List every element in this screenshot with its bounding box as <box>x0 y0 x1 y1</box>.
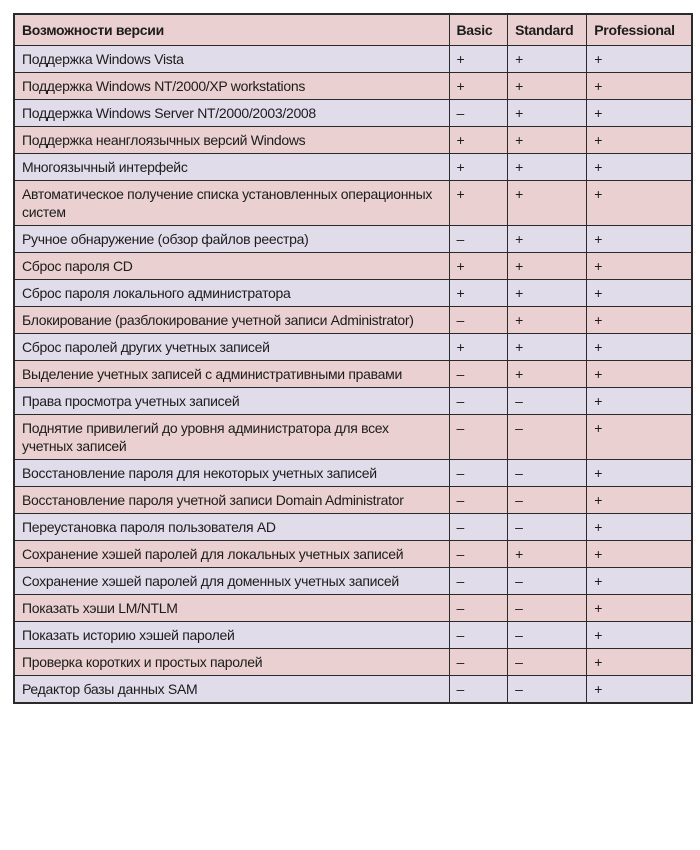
table-row <box>14 181 692 226</box>
basic-cell: – <box>449 361 508 388</box>
feature-cell: Сброс пароля локального администратора <box>14 280 449 307</box>
professional-cell: + <box>587 388 692 415</box>
basic-cell: – <box>449 649 508 676</box>
professional-cell: + <box>587 154 692 181</box>
professional-cell: + <box>587 676 692 704</box>
standard-cell: – <box>508 568 587 595</box>
table-row <box>14 649 692 676</box>
professional-cell: + <box>587 622 692 649</box>
standard-cell: – <box>508 649 587 676</box>
basic-cell: + <box>449 46 508 73</box>
header-basic: Basic <box>449 14 508 46</box>
feature-cell: Редактор базы данных SAM <box>14 676 449 704</box>
standard-cell: + <box>508 181 587 226</box>
professional-cell: + <box>587 487 692 514</box>
feature-cell: Восстановление пароля для некоторых учетных записей <box>14 460 449 487</box>
basic-cell: + <box>449 280 508 307</box>
standard-cell: – <box>508 460 587 487</box>
standard-cell: – <box>508 676 587 704</box>
basic-cell: – <box>449 460 508 487</box>
professional-cell: + <box>587 253 692 280</box>
standard-cell: – <box>508 388 587 415</box>
feature-cell: Блокирование (разблокирование учетной записи Administrator) <box>14 307 449 334</box>
basic-cell: – <box>449 541 508 568</box>
header-standard: Standard <box>508 14 587 46</box>
header-row <box>14 14 692 46</box>
professional-cell: + <box>587 460 692 487</box>
feature-cell: Сохранение хэшей паролей для локальных учетных записей <box>14 541 449 568</box>
table-row <box>14 307 692 334</box>
basic-cell: – <box>449 388 508 415</box>
standard-cell: – <box>508 622 587 649</box>
feature-cell: Выделение учетных записей с административными правами <box>14 361 449 388</box>
professional-cell: + <box>587 541 692 568</box>
standard-cell: – <box>508 514 587 541</box>
feature-cell: Сброс пароля CD <box>14 253 449 280</box>
professional-cell: + <box>587 568 692 595</box>
table-row <box>14 280 692 307</box>
standard-cell: – <box>508 487 587 514</box>
standard-cell: + <box>508 334 587 361</box>
feature-cell: Восстановление пароля учетной записи Domain Administrator <box>14 487 449 514</box>
basic-cell: – <box>449 622 508 649</box>
standard-cell: + <box>508 46 587 73</box>
feature-cell: Многоязычный интерфейс <box>14 154 449 181</box>
professional-cell: + <box>587 226 692 253</box>
professional-cell: + <box>587 307 692 334</box>
standard-cell: + <box>508 361 587 388</box>
feature-cell: Проверка коротких и простых паролей <box>14 649 449 676</box>
table-row <box>14 460 692 487</box>
standard-cell: + <box>508 541 587 568</box>
table-row <box>14 361 692 388</box>
basic-cell: – <box>449 100 508 127</box>
professional-cell: + <box>587 127 692 154</box>
feature-cell: Показать историю хэшей паролей <box>14 622 449 649</box>
standard-cell: + <box>508 73 587 100</box>
feature-cell: Права просмотра учетных записей <box>14 388 449 415</box>
feature-cell: Сброс паролей других учетных записей <box>14 334 449 361</box>
feature-cell: Поддержка Windows Vista <box>14 46 449 73</box>
table-row <box>14 46 692 73</box>
basic-cell: – <box>449 307 508 334</box>
basic-cell: + <box>449 334 508 361</box>
professional-cell: + <box>587 595 692 622</box>
table-row <box>14 568 692 595</box>
table-row <box>14 676 692 704</box>
feature-cell: Сохранение хэшей паролей для доменных учетных записей <box>14 568 449 595</box>
feature-cell: Поддержка Windows NT/2000/XP workstations <box>14 73 449 100</box>
professional-cell: + <box>587 181 692 226</box>
basic-cell: + <box>449 154 508 181</box>
feature-cell: Поднятие привилегий до уровня администратора для всех учетных записей <box>14 415 449 460</box>
standard-cell: – <box>508 595 587 622</box>
basic-cell: – <box>449 514 508 541</box>
table-body <box>14 46 692 704</box>
basic-cell: + <box>449 253 508 280</box>
professional-cell: + <box>587 73 692 100</box>
table-row <box>14 334 692 361</box>
feature-cell: Поддержка неанглоязычных версий Windows <box>14 127 449 154</box>
standard-cell: + <box>508 100 587 127</box>
feature-cell: Автоматическое получение списка установленных операционных систем <box>14 181 449 226</box>
header-professional: Professional <box>587 14 692 46</box>
professional-cell: + <box>587 415 692 460</box>
table-row <box>14 226 692 253</box>
professional-cell: + <box>587 514 692 541</box>
feature-comparison-table <box>13 13 693 704</box>
professional-cell: + <box>587 649 692 676</box>
table-row <box>14 73 692 100</box>
table-row <box>14 100 692 127</box>
table-row <box>14 154 692 181</box>
standard-cell: + <box>508 307 587 334</box>
basic-cell: – <box>449 676 508 704</box>
standard-cell: + <box>508 226 587 253</box>
professional-cell: + <box>587 334 692 361</box>
standard-cell: + <box>508 253 587 280</box>
standard-cell: + <box>508 280 587 307</box>
feature-cell: Переустановка пароля пользователя AD <box>14 514 449 541</box>
basic-cell: – <box>449 226 508 253</box>
header-features: Возможности версии <box>14 14 449 46</box>
table-row <box>14 253 692 280</box>
basic-cell: – <box>449 415 508 460</box>
basic-cell: – <box>449 595 508 622</box>
table-row <box>14 127 692 154</box>
standard-cell: – <box>508 415 587 460</box>
table-row <box>14 622 692 649</box>
standard-cell: + <box>508 127 587 154</box>
professional-cell: + <box>587 46 692 73</box>
feature-cell: Показать хэши LM/NTLM <box>14 595 449 622</box>
basic-cell: – <box>449 487 508 514</box>
feature-cell: Ручное обнаружение (обзор файлов реестра) <box>14 226 449 253</box>
feature-cell: Поддержка Windows Server NT/2000/2003/2008 <box>14 100 449 127</box>
basic-cell: + <box>449 181 508 226</box>
professional-cell: + <box>587 100 692 127</box>
professional-cell: + <box>587 280 692 307</box>
table-row <box>14 487 692 514</box>
table-row <box>14 415 692 460</box>
basic-cell: + <box>449 73 508 100</box>
table-row <box>14 595 692 622</box>
professional-cell: + <box>587 361 692 388</box>
basic-cell: – <box>449 568 508 595</box>
table-row <box>14 514 692 541</box>
table-row <box>14 388 692 415</box>
basic-cell: + <box>449 127 508 154</box>
standard-cell: + <box>508 154 587 181</box>
table-row <box>14 541 692 568</box>
